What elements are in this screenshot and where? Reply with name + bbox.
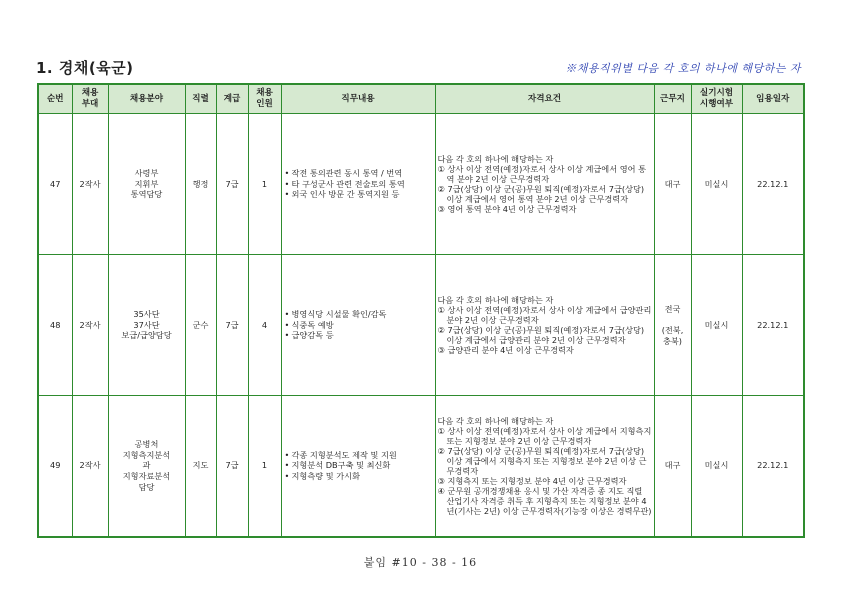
row-unit: 2작사 (72, 396, 108, 537)
duty-item: • 외국 인사 방문 간 통역지원 등 (292, 189, 433, 200)
recruitment-table (37, 83, 805, 538)
row-location: 대구 (654, 396, 691, 537)
row-series: 군수 (185, 255, 216, 396)
row-no: 48 (38, 255, 72, 396)
table-row (38, 255, 804, 396)
qualification-item: ① 상사 이상 전역(예정)자로서 상사 이상 계급에서 급양관리 분야 2년 이상 근무경력자 (437, 305, 652, 325)
row-duties (281, 114, 435, 255)
row-field: 공병처 지형측지분석 과 지형자료분석 담당 (108, 396, 185, 537)
page-footer: 붙임 #10 - 38 - 16 (363, 556, 478, 569)
duty-item: • 지형측량 및 가시화 (292, 471, 433, 482)
col-header-count: 채용 인원 (248, 84, 281, 114)
row-grade: 7급 (216, 255, 248, 396)
row-qualifications (435, 396, 654, 537)
qualification-item: ① 상사 이상 전역(예정)자로서 상사 이상 계급에서 지형측지 또는 지형정보 분야 2년 이상 근무경력자 (437, 425, 652, 446)
row-practical-exam: 미실시 (691, 396, 742, 537)
col-header-qualifications: 자격요건 (435, 84, 654, 114)
row-count: 4 (248, 255, 281, 396)
col-header-location: 근무지 (654, 84, 691, 114)
qualification-item: ① 상사 이상 전역(예정)자로서 상사 이상 계급에서 영어 통역 분야 2년 이상 근무경력자 (437, 164, 647, 184)
row-duties (281, 255, 435, 396)
row-appointment-date: 22.12.1 (742, 255, 804, 396)
qualification-intro: 다음 각 호의 하나에 해당하는 자 (437, 154, 554, 164)
row-unit: 2작사 (72, 114, 108, 255)
row-grade: 7급 (216, 114, 248, 255)
qualification-item: ④ 군무원 공개경쟁채용 응시 및 가산 자격증 종 지도 직렬 산업기사 자격증 취득 후 지형측지 또는 지형정보 분야 4년(기사는 2년) 이상 근무경력자(기능장 이상은 경력무관) (437, 485, 652, 516)
qualification-item: ② 7급(상당) 이상 군(공)무원 퇴직(예정)자로서 7급(상당) 이상 계급에서 급양관리 분야 2년 이상 근무경력자 (437, 325, 645, 345)
col-header-duties: 직무내용 (281, 84, 435, 114)
row-field: 사령부 지휘부 통역담당 (108, 114, 185, 255)
col-header-field: 채용분야 (108, 84, 185, 114)
row-qualifications (435, 255, 654, 396)
row-practical-exam: 미실시 (691, 255, 742, 396)
duty-item: • 식중독 예방 (292, 320, 433, 331)
row-count: 1 (248, 114, 281, 255)
qualification-item: ③ 급양관리 분야 4년 이상 근무경력자 (437, 345, 574, 355)
header-note: ※채용직위별 다음 각 호의 하나에 해당하는 자 (565, 62, 801, 75)
col-header-appointment-date: 임용일자 (742, 84, 804, 114)
row-grade: 7급 (216, 396, 248, 537)
qualification-item: ② 7급(상당) 이상 군(공)무원 퇴직(예정)자로서 7급(상당) 이상 계급에서 지형측지 또는 지형정보 분야 2년 이상 근무경력자 (437, 445, 647, 476)
col-header-practical-exam: 실기시험 시행여부 (691, 84, 742, 114)
qualification-item: ② 7급(상당) 이상 군(공)무원 퇴직(예정)자로서 7급(상당) 이상 계급에서 영어 통역 분야 2년 이상 근무경력자 (437, 184, 645, 204)
row-no: 47 (38, 114, 72, 255)
duty-item: • 작전 통의관련 동시 통역 / 번역 (292, 168, 433, 179)
row-count: 1 (248, 396, 281, 537)
qualification-item: ③ 지형측지 또는 지형정보 분야 4년 이상 근무경력자 (437, 475, 627, 486)
row-series: 행정 (185, 114, 216, 255)
duty-item: • 급양감독 등 (292, 330, 433, 341)
qualification-item: ③ 영어 통역 분야 4년 이상 근무경력자 (437, 204, 577, 214)
row-series: 지도 (185, 396, 216, 537)
col-header-no: 순번 (38, 84, 72, 114)
row-location: 전국 (전북, 충북) (654, 255, 691, 396)
row-field: 35사단 37사단 보급/급양담당 (108, 255, 185, 396)
row-location: 대구 (654, 114, 691, 255)
duty-item: • 각종 지형분석도 제작 및 지원 (292, 450, 433, 461)
table-row (38, 396, 804, 537)
table-header-row (38, 84, 804, 114)
qualification-intro: 다음 각 호의 하나에 해당하는 자 (437, 295, 554, 305)
row-no: 49 (38, 396, 72, 537)
qualification-intro: 다음 각 호의 하나에 해당하는 자 (437, 415, 554, 426)
row-appointment-date: 22.12.1 (742, 396, 804, 537)
row-practical-exam: 미실시 (691, 114, 742, 255)
col-header-series: 직렬 (185, 84, 216, 114)
col-header-grade: 계급 (216, 84, 248, 114)
row-appointment-date: 22.12.1 (742, 114, 804, 255)
row-qualifications (435, 114, 654, 255)
row-unit: 2작사 (72, 255, 108, 396)
section-title: 1. 경채(육군) (36, 59, 134, 77)
table-row (38, 114, 804, 255)
row-duties (281, 396, 435, 537)
duty-item: • 타 구성군사 관련 전술토의 통역 (292, 179, 433, 190)
col-header-unit: 채용 부대 (72, 84, 108, 114)
duty-item: • 지형분석 DB구축 및 최신화 (292, 460, 433, 471)
duty-item: • 병영식당 시설물 확인/감독 (292, 309, 433, 320)
